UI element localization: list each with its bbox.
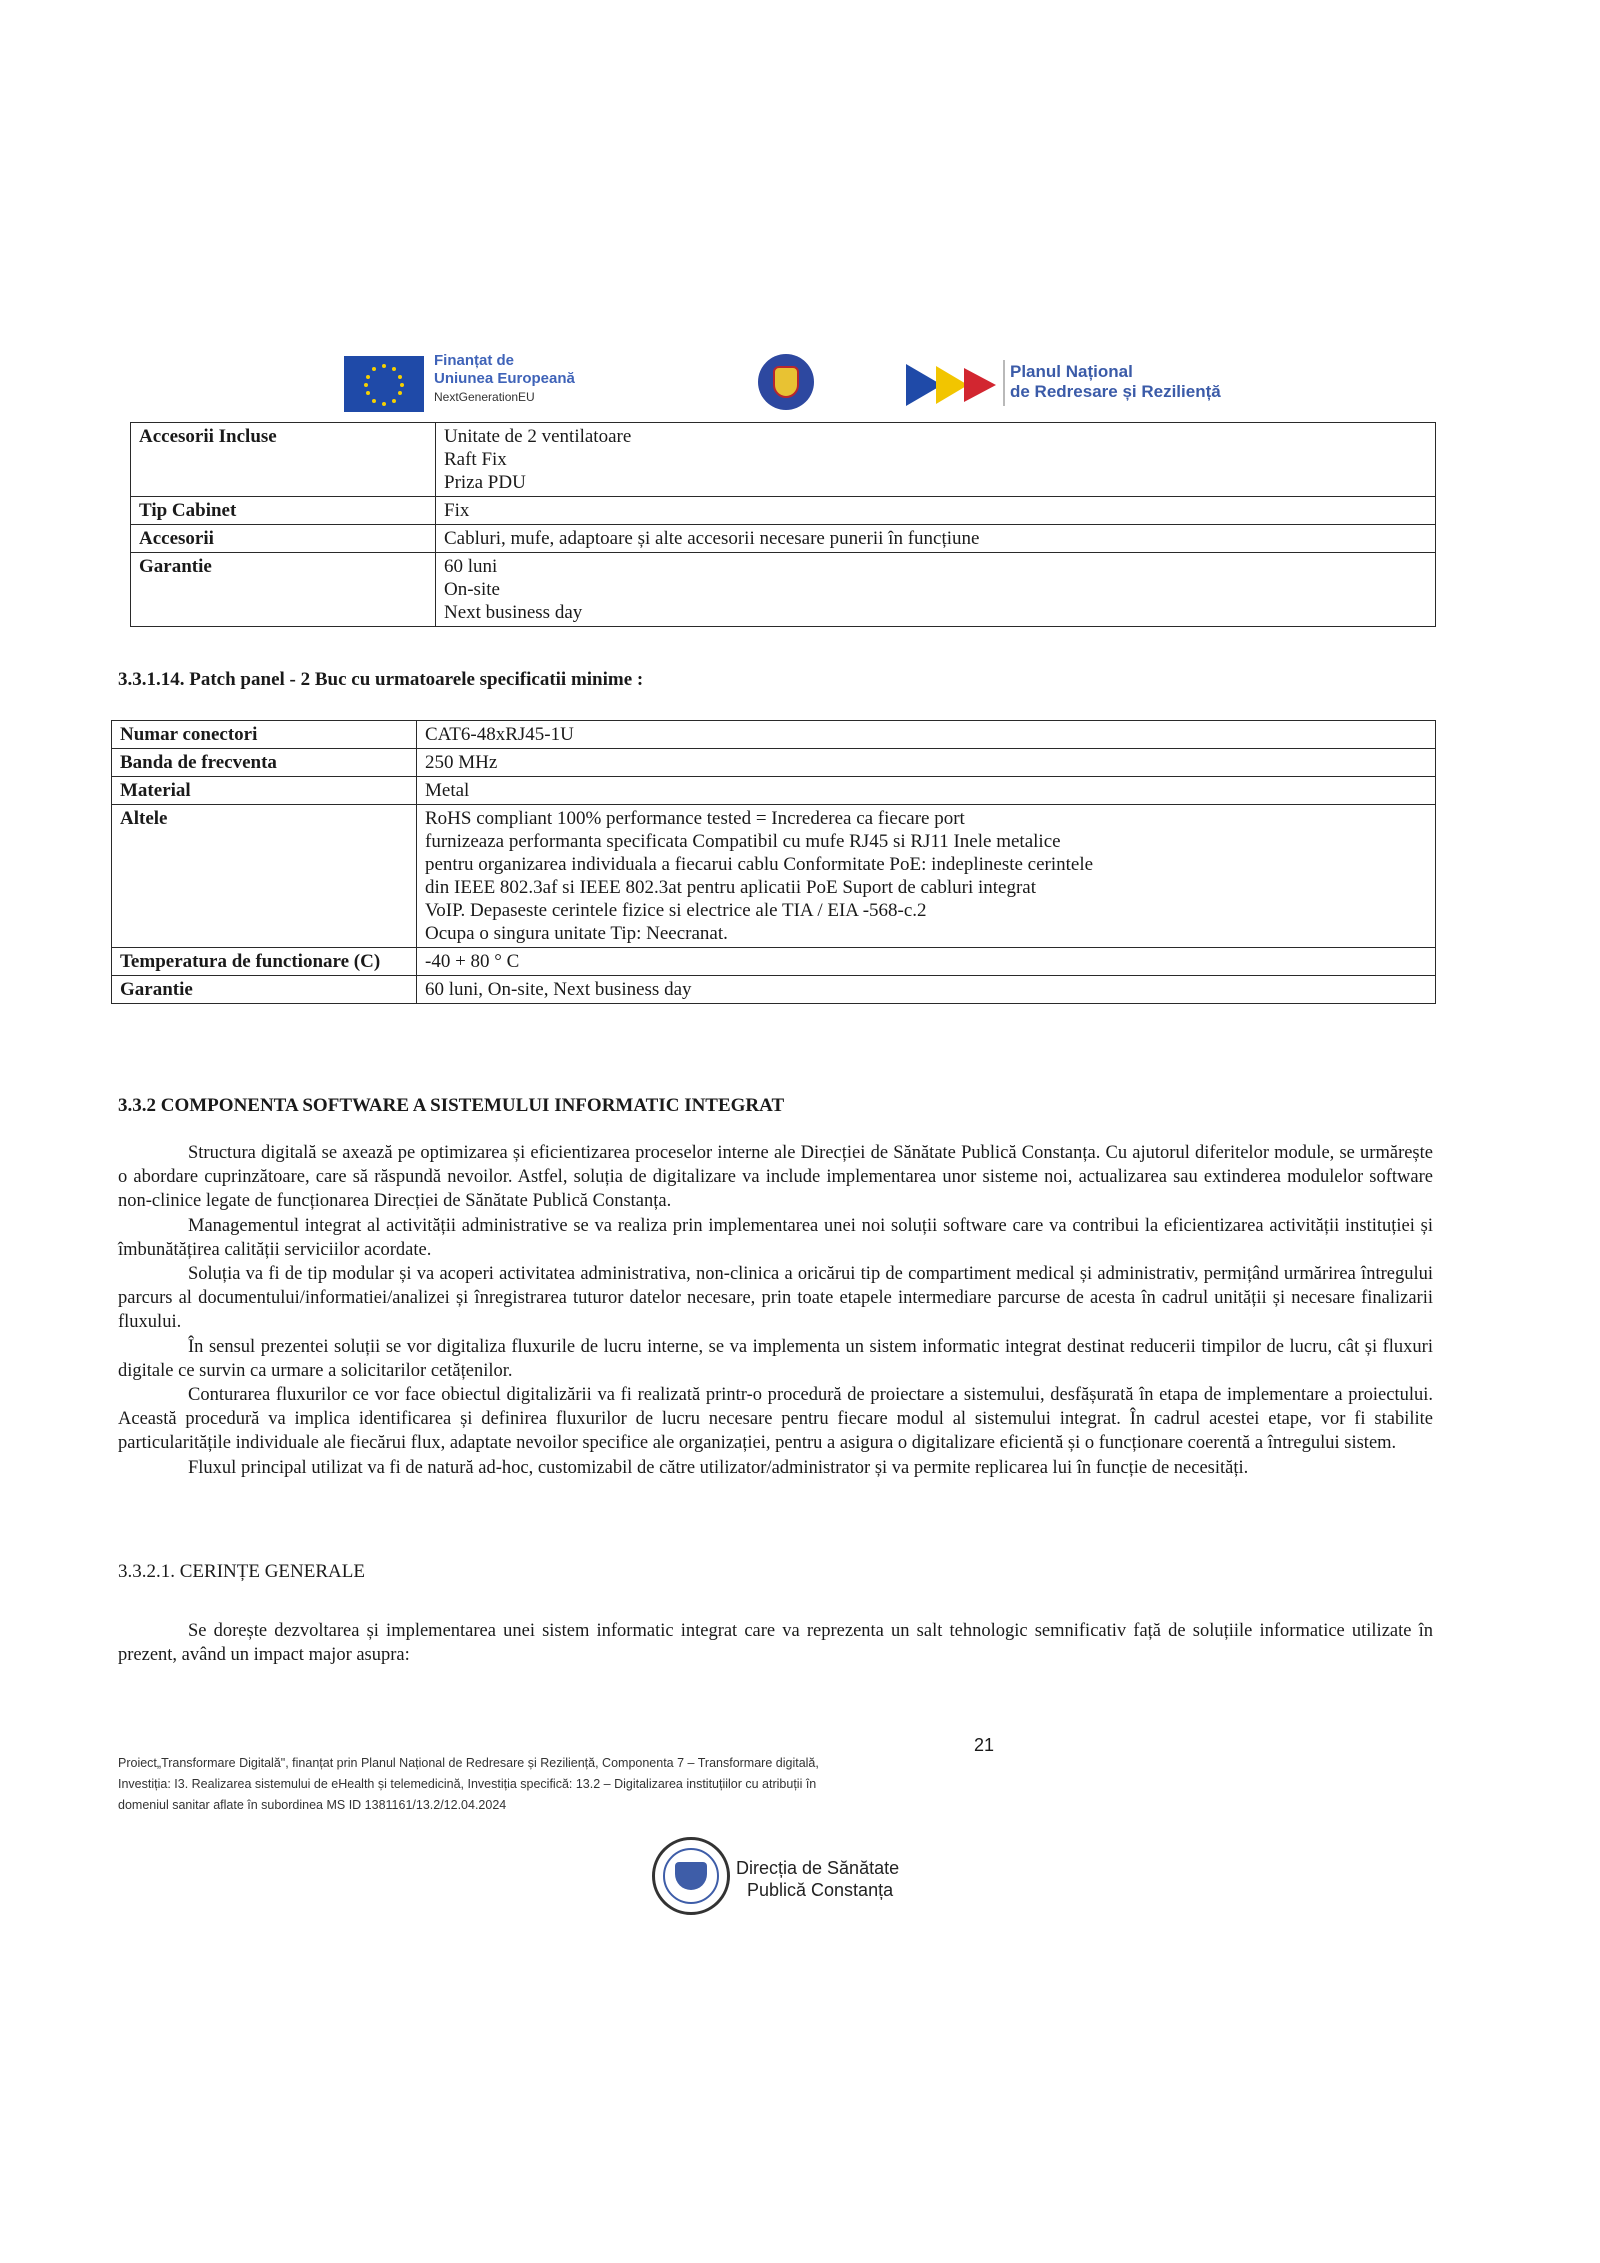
spec-value-line: Metal bbox=[425, 780, 470, 801]
spec-value-line: VoIP. Depaseste cerintele fizice si electrice ale TIA / EIA -568-c.2 bbox=[425, 900, 927, 921]
spec-value-line: 60 luni, On-site, Next business day bbox=[425, 979, 692, 1000]
eu-flag-icon bbox=[344, 356, 424, 412]
patch-panel-spec-row bbox=[112, 777, 1436, 805]
spec-value-line: On-site bbox=[444, 579, 500, 600]
patch-panel-heading: 3.3.1.14. Patch panel - 2 Buc cu urmatoarele specificatii minime : bbox=[118, 669, 644, 690]
spec-value-line: RoHS compliant 100% performance tested = Increderea ca fiecare port bbox=[425, 808, 965, 829]
spec-value-line: -40 + 80 ° C bbox=[425, 951, 520, 972]
spec-value bbox=[417, 805, 1436, 948]
spec-value bbox=[436, 497, 1436, 525]
spec-value-line: 250 MHz bbox=[425, 752, 498, 773]
pnrr-logo-icon bbox=[906, 358, 1001, 412]
patch-panel-spec-row bbox=[112, 749, 1436, 777]
cabinet-spec-row bbox=[131, 525, 1436, 553]
cabinet-spec-row bbox=[131, 423, 1436, 497]
paragraph: În sensul prezentei soluții se vor digitaliza fluxurile de lucru interne, se va implementa un sistem informatic integrat destinat reducerii timpilor de lucru, cât și fluxuri digitale ce survin ca urmare a solicitarilor cetățenilor. bbox=[118, 1336, 1433, 1381]
paragraph: Managementul integrat al activității administrative se va realiza prin implementarea unei noi soluții software care va contribui la eficientizarea activității instituției și îmbunătățirea calității serviciilor acordate. bbox=[118, 1215, 1433, 1260]
pnrr-label: Planul Național de Redresare și Reziliență bbox=[1010, 362, 1221, 401]
patch-panel-spec-rows bbox=[112, 721, 1436, 1004]
spec-value bbox=[417, 948, 1436, 976]
spec-key: Temperatura de functionare (C) bbox=[112, 948, 417, 976]
spec-value-line: Ocupa o singura unitate Tip: Neecranat. bbox=[425, 923, 728, 944]
patch-panel-spec-row bbox=[112, 805, 1436, 948]
spec-key: Banda de frecventa bbox=[112, 749, 417, 777]
spec-value bbox=[436, 525, 1436, 553]
spec-value bbox=[417, 976, 1436, 1004]
spec-value-line: Next business day bbox=[444, 602, 583, 623]
spec-key: Material bbox=[112, 777, 417, 805]
software-section-body bbox=[118, 1141, 1433, 1480]
cabinet-spec-row bbox=[131, 497, 1436, 525]
spec-key: Garantie bbox=[112, 976, 417, 1004]
spec-value bbox=[417, 749, 1436, 777]
patch-panel-spec-table bbox=[111, 720, 1436, 1004]
spec-key: Numar conectori bbox=[112, 721, 417, 749]
spec-key: Accesorii bbox=[131, 525, 436, 553]
paragraph: Structura digitală se axează pe optimizarea și eficientizarea proceselor interne ale Direcției de Sănătate Publică Constanța. Cu ajutorul diferitelor module, se urmărește o abordare cuprinzătoare, care să răspundă nevoilor. Astfel, soluția de digitalizare va include implementarea unor sisteme noi, actualizarea sau extinderea modulelor software non-clinice legate de funcționarea Direcției de Sănătate Publică Constanța. bbox=[118, 1143, 1433, 1212]
spec-value bbox=[417, 721, 1436, 749]
patch-panel-spec-row bbox=[112, 976, 1436, 1004]
spec-key: Tip Cabinet bbox=[131, 497, 436, 525]
spec-value bbox=[436, 553, 1436, 627]
footer-project-note: Proiect„Transformare Digitală", finanțat prin Planul Național de Redresare și Reziliență, Componenta 7 – Transformare digitală, Investiția: I3. Realizarea sistemului de eHealth și telemedicină, Investiția specifică: 13.2 – Digitalizarea instituțiilor cu atribuții în domeniul sanitar aflate în subordinea MS ID 1381161/13.2/12.04.2024 bbox=[118, 1756, 819, 1812]
paragraph: Fluxul principal utilizat va fi de natură ad-hoc, customizabil de către utilizator/administrator și va permite replicarea lui în funcție de necesități. bbox=[188, 1457, 1249, 1478]
header-logos bbox=[0, 348, 1600, 418]
paragraph: Se dorește dezvoltarea și implementarea unei sistem informatic integrat care va reprezenta un salt tehnologic semnificativ față de soluțiile informatice utilizate în prezent, având un impact major asupra: bbox=[118, 1621, 1433, 1666]
spec-value-line: Cabluri, mufe, adaptoare și alte accesorii necesare punerii în funcțiune bbox=[444, 528, 980, 549]
cabinet-spec-row bbox=[131, 553, 1436, 627]
page-number: 21 bbox=[974, 1735, 995, 1755]
pnrr-divider bbox=[1003, 360, 1005, 406]
cabinet-spec-rows bbox=[131, 423, 1436, 627]
spec-key: Altele bbox=[112, 805, 417, 948]
spec-value bbox=[436, 423, 1436, 497]
spec-value-line: 60 luni bbox=[444, 556, 498, 577]
spec-value-line: Fix bbox=[444, 500, 470, 521]
spec-value bbox=[417, 777, 1436, 805]
spec-key: Garantie bbox=[131, 553, 436, 627]
cabinet-spec-table bbox=[130, 422, 1436, 627]
spec-value-line: Priza PDU bbox=[444, 472, 526, 493]
spec-value-line: Unitate de 2 ventilatoare bbox=[444, 426, 632, 447]
dsp-label: Direcția de Sănătate Publică Constanța bbox=[736, 1858, 900, 1900]
spec-value-line: furnizeaza performanta specificata Compatibil cu mufe RJ45 si RJ11 Inele metalice bbox=[425, 831, 1061, 852]
general-requirements-body bbox=[118, 1619, 1433, 1667]
software-section-heading: 3.3.2 COMPONENTA SOFTWARE A SISTEMULUI INFORMATIC INTEGRAT bbox=[118, 1095, 785, 1116]
patch-panel-spec-row bbox=[112, 721, 1436, 749]
spec-value-line: din IEEE 802.3af si IEEE 802.3at pentru aplicatii PoE Suport de cabluri integrat bbox=[425, 877, 1037, 898]
dsp-seal-icon bbox=[652, 1837, 730, 1915]
romania-coat-of-arms-icon bbox=[758, 354, 814, 410]
paragraph: Conturarea fluxurilor ce vor face obiectul digitalizării va fi realizată printr-o procedură de proiectare a sistemului, desfășurată în etapa de implementare a proiectului. Această procedură va implica identificarea și definirea fluxurilor de lucru necesare pentru fiecare modul al sistemului integrat. În cadrul acestei etape, vor fi stabilite particularitățile individuale ale fiecărui flux, adaptate nevoilor specifice ale organizației, pentru a asigura o digitalizare eficientă și o funcționare coerentă a întregului sistem. bbox=[118, 1385, 1433, 1454]
patch-panel-spec-row bbox=[112, 948, 1436, 976]
paragraph: Soluția va fi de tip modular și va acoperi activitatea administrativa, non-clinica a oricărui tip de compartiment medical și administrativ, permițând urmărirea întregului parcurs al documentului/informatiei/analizei și înregistrarea tuturor datelor necesare, prin toate etapele intermediare parcurse de acesta în cadrul unității și necesare finalizarii fluxului. bbox=[118, 1264, 1433, 1333]
spec-key: Accesorii Incluse bbox=[131, 423, 436, 497]
spec-value-line: Raft Fix bbox=[444, 449, 507, 470]
eu-funding-label: Finanțat de Uniunea Europeană NextGenerationEU bbox=[434, 352, 575, 404]
general-requirements-heading: 3.3.2.1. CERINȚE GENERALE bbox=[118, 1561, 365, 1582]
spec-value-line: pentru organizarea individuala a fiecarui cablu Conformitate PoE: indeplineste cerintele bbox=[425, 854, 1094, 875]
spec-value-line: CAT6-48xRJ45-1U bbox=[425, 724, 574, 745]
